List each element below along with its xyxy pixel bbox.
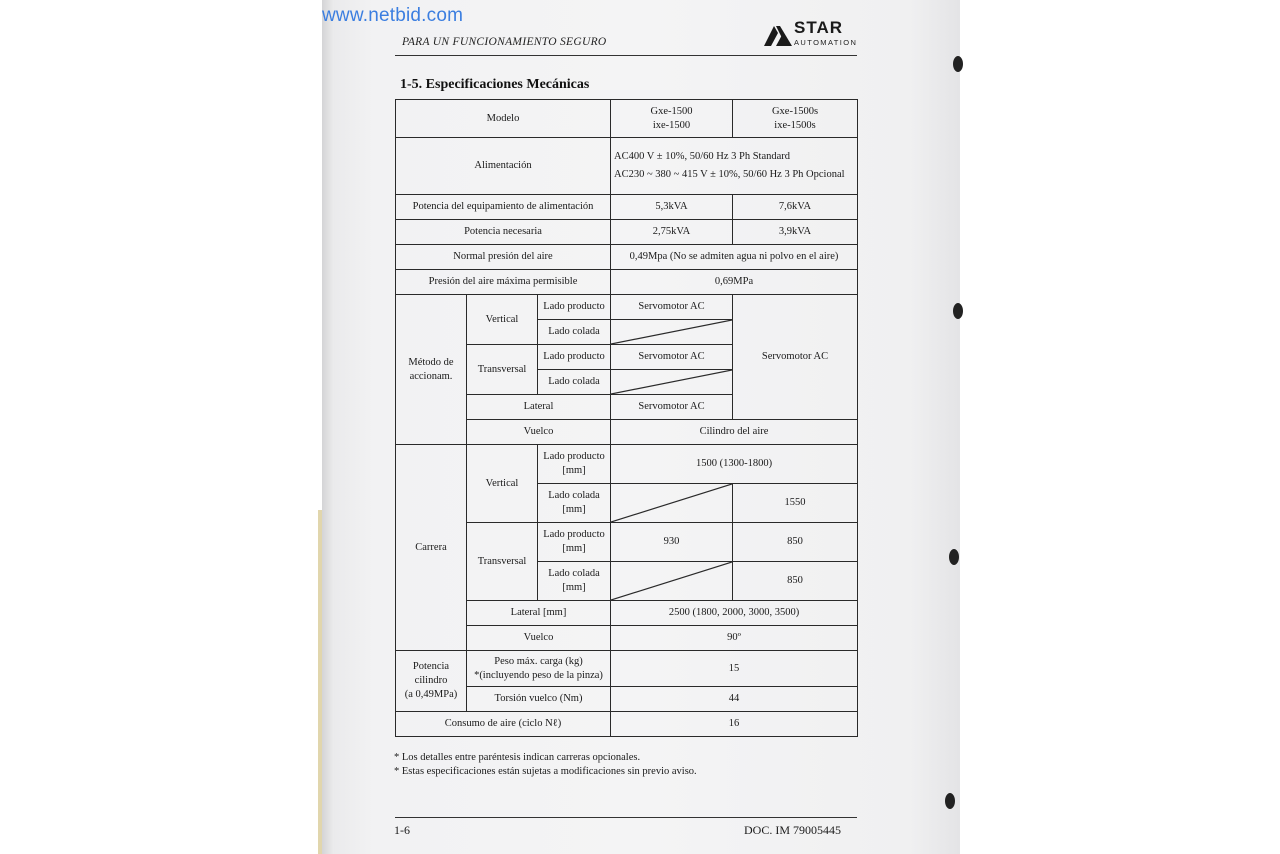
- carrera-label: Carrera: [396, 445, 467, 651]
- carrera-v-colada-b: 1550: [733, 484, 858, 523]
- table-row: [396, 195, 858, 220]
- torsion-value: 44: [611, 687, 858, 712]
- table-row: [396, 270, 858, 295]
- metodo-t-lado-producto: Lado producto: [538, 345, 611, 370]
- metodo-vuelco: Vuelco: [467, 420, 611, 445]
- metodo-vertical: Vertical: [467, 295, 538, 345]
- alimentacion-opcional: AC230 ~ 380 ~ 415 V ± 10%, 50/60 Hz 3 Ph Opcional: [614, 169, 845, 180]
- potencia-equip-b: 7,6kVA: [733, 195, 858, 220]
- metodo-lateral: Lateral: [467, 395, 611, 420]
- alimentacion-value: [611, 138, 858, 195]
- carrera-vuelco-value: 90º: [611, 626, 858, 651]
- watermark[interactable]: www.netbid.com: [322, 5, 464, 26]
- carrera-v-producto-unit: [mm]: [562, 465, 586, 476]
- carrera-t-producto-a: 930: [611, 523, 733, 562]
- potencia-nec-label: Potencia necesaria: [396, 220, 611, 245]
- torsion-label: Torsión vuelco (Nm): [467, 687, 611, 712]
- section-title: 1-5. Especificaciones Mecánicas: [400, 77, 590, 92]
- metodo-v-lado-colada: Lado colada: [538, 320, 611, 345]
- alimentacion-standard: AC400 V ± 10%, 50/60 Hz 3 Ph Standard: [614, 151, 791, 162]
- carrera-t-lado-colada: [538, 562, 611, 601]
- carrera-t-lado-producto: [538, 523, 611, 562]
- table-row: [396, 100, 858, 138]
- header-title: PARA UN FUNCIONAMIENTO SEGURO: [402, 36, 607, 48]
- peso-label-line2: *(incluyendo peso de la pinza): [474, 669, 603, 681]
- table-row: [396, 220, 858, 245]
- notes: [394, 751, 697, 779]
- presion-normal-label: Normal presión del aire: [396, 245, 611, 270]
- metodo-transversal: Transversal: [467, 345, 538, 395]
- brand-name: STAR: [794, 18, 844, 37]
- binder-hole: [949, 549, 959, 565]
- potencia-cil-line3: (a 0,49MPa): [404, 689, 458, 700]
- metodo-v-lado-producto: Lado producto: [538, 295, 611, 320]
- table-row: [396, 295, 858, 320]
- metodo-t-lado-colada: Lado colada: [538, 370, 611, 395]
- potencia-cil-line2: cilindro: [414, 675, 448, 686]
- table-row: [396, 445, 858, 484]
- model-b: [733, 100, 858, 138]
- peso-value: 15: [611, 651, 858, 687]
- diagonal-cell: [611, 484, 733, 523]
- metodo-label-line1: Método de: [408, 356, 454, 368]
- table-row: [396, 651, 858, 687]
- metodo-vuelco-value: Cilindro del aire: [611, 420, 858, 445]
- header-rule: [395, 55, 857, 56]
- metodo-lateral-value: Servomotor AC: [611, 395, 733, 420]
- carrera-t-producto-unit: [mm]: [562, 543, 586, 554]
- model-b-line1: Gxe-1500s: [771, 105, 819, 117]
- carrera-vertical: Vertical: [467, 445, 538, 523]
- presion-max-value: 0,69MPa: [611, 270, 858, 295]
- carrera-t-producto-line1: Lado producto: [543, 529, 605, 540]
- note-2: * Estas especificaciones están sujetas a modificaciones sin previo aviso.: [394, 766, 697, 777]
- metodo-v-producto-value: Servomotor AC: [611, 295, 733, 320]
- alimentacion-label: Alimentación: [396, 138, 611, 195]
- table-row: [396, 245, 858, 270]
- background-right: [960, 0, 1280, 854]
- peso-label: [467, 651, 611, 687]
- model-a-line1: Gxe-1500: [650, 105, 693, 117]
- diagonal-cell: [611, 562, 733, 601]
- table-row: [396, 138, 858, 195]
- carrera-t-producto-b: 850: [733, 523, 858, 562]
- brand-subtitle: AUTOMATION: [794, 38, 858, 47]
- page-number: 1-6: [394, 823, 410, 837]
- background-left: [0, 0, 322, 854]
- carrera-lateral-label: Lateral [mm]: [467, 601, 611, 626]
- carrera-v-colada-line1: Lado colada: [548, 490, 600, 501]
- diagonal-line: [611, 562, 732, 600]
- model-b-line2: ixe-1500s: [774, 119, 816, 131]
- consumo-value: 16: [611, 712, 858, 737]
- diagonal-line: [611, 484, 732, 522]
- metodo-t-producto-value: Servomotor AC: [611, 345, 733, 370]
- potencia-nec-b: 3,9kVA: [733, 220, 858, 245]
- carrera-vuelco-label: Vuelco: [467, 626, 611, 651]
- binder-hole: [945, 793, 955, 809]
- metodo-label: [396, 295, 467, 445]
- carrera-v-producto-line1: Lado producto: [543, 451, 605, 462]
- diagonal-cell: [611, 320, 733, 345]
- carrera-v-lado-producto: [538, 445, 611, 484]
- carrera-t-colada-b: 850: [733, 562, 858, 601]
- carrera-v-lado-colada: [538, 484, 611, 523]
- carrera-t-colada-line1: Lado colada: [548, 568, 600, 579]
- carrera-lateral-value: 2500 (1800, 2000, 3000, 3500): [611, 601, 858, 626]
- note-1: * Los detalles entre paréntesis indican carreras opcionales.: [394, 752, 641, 763]
- modelo-label: Modelo: [396, 100, 611, 138]
- carrera-v-colada-unit: [mm]: [562, 504, 586, 515]
- presion-normal-value: 0,49Mpa (No se admiten agua ni polvo en el aire): [611, 245, 858, 270]
- spec-table: [395, 99, 858, 737]
- carrera-t-colada-unit: [mm]: [562, 582, 586, 593]
- metodo-label-line2: accionam.: [409, 370, 453, 382]
- page-crease: [322, 0, 334, 854]
- model-a: [611, 100, 733, 138]
- potencia-nec-a: 2,75kVA: [611, 220, 733, 245]
- doc-number: DOC. IM 79005445: [744, 823, 842, 837]
- binder-hole: [953, 303, 963, 319]
- footer-rule: [395, 817, 857, 818]
- diagonal-line: [611, 320, 732, 344]
- potencia-equip-label: Potencia del equipamiento de alimentación: [396, 195, 611, 220]
- diagonal-line: [611, 370, 732, 394]
- table-row: [396, 712, 858, 737]
- carrera-v-producto-value: 1500 (1300-1800): [611, 445, 858, 484]
- peso-label-line1: Peso máx. carga (kg): [494, 655, 583, 667]
- presion-max-label: Presión del aire máxima permisible: [396, 270, 611, 295]
- potencia-equip-a: 5,3kVA: [611, 195, 733, 220]
- carrera-transversal: Transversal: [467, 523, 538, 601]
- potencia-cilindro-label: [396, 651, 467, 712]
- binder-hole: [953, 56, 963, 72]
- diagonal-cell: [611, 370, 733, 395]
- consumo-label: Consumo de aire (ciclo Nℓ): [396, 712, 611, 737]
- potencia-cil-line1: Potencia: [412, 661, 450, 672]
- metodo-b-value: Servomotor AC: [733, 295, 858, 420]
- model-a-line2: ixe-1500: [652, 119, 691, 131]
